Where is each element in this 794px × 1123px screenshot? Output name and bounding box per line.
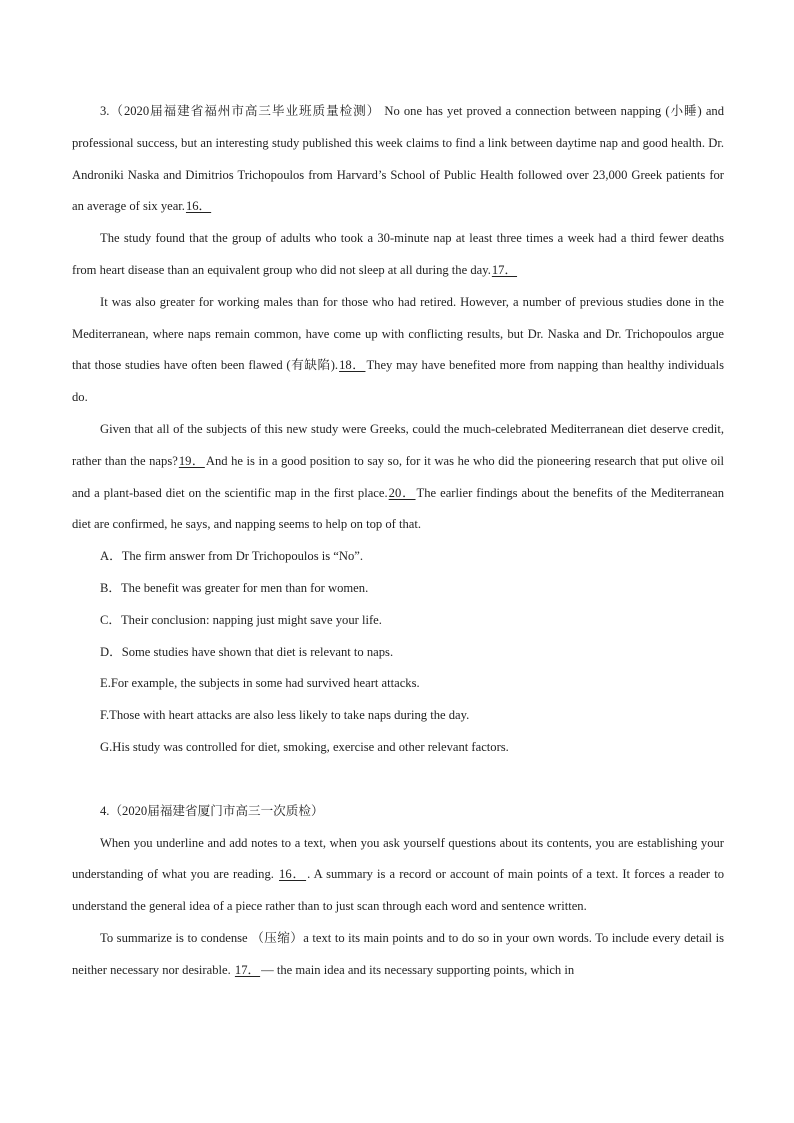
q3-p2-text: The study found that the group of adults who took a 30-minute nap at least three times a week had a third fewer deaths from heart disease than an equivalent group who did not sleep at all during the day. [72, 231, 724, 277]
q3-p4-text-1: Given that all of the subjects of this new study were Greeks, could the much-celebrated Mediterranean diet deserve credit, rather than the naps? [72, 421, 724, 468]
option-f[interactable]: F.Those with heart attacks are also less likely to take naps during the day. [100, 708, 470, 723]
q3-p1-text: No one has yet proved a connection between napping (小睡) and professional success, but an interesting study published this week claims to find a link between daytime nap and good health. Dr. Androniki Naska and Dimitrios Trichopoulos from Harvard’s School of Public Health followed over 23,000 Greek patients for an average of six year. [72, 104, 725, 214]
q4-p1-text-1: When you underline and add notes to a text, when you ask yourself questions about its contents, you are establishing your understanding of what you are reading. [72, 835, 724, 882]
blank-19[interactable]: 19． [178, 453, 205, 468]
blank-20[interactable]: 20． [388, 485, 416, 500]
option-a[interactable]: A．The firm answer from Dr Trichopoulos is “No”. [100, 549, 364, 564]
q3-p4-text-2: And he is in a good position to say so, for it was he who did the pioneering research that put olive oil and a plant-based diet on the scientific map in the first place. [72, 453, 724, 500]
q3-paragraph-3 [72, 287, 724, 414]
q4-paragraph-2 [72, 923, 724, 987]
q4-paragraph-1 [72, 828, 724, 923]
section-spacer [72, 764, 724, 796]
q3-paragraph-4 [72, 414, 724, 541]
blank-18[interactable]: 18． [339, 358, 366, 373]
option-c[interactable]: C．Their conclusion: napping just might save your life. [100, 612, 382, 627]
option-e[interactable]: E.For example, the subjects in some had survived heart attacks. [100, 676, 420, 691]
q3-paragraph-2 [72, 223, 724, 287]
q3-paragraph-1 [72, 96, 724, 223]
q4-p1-text-2: . A summary is a record or account of main points of a text. It forces a reader to understand the general idea of a piece rather than to just scan through each word and sentence written. [72, 867, 724, 914]
q4-blank-16[interactable]: 16． [279, 867, 307, 882]
q4-header: 4.（2020届福建省厦门市高三一次质检） [100, 803, 324, 818]
q3-number: 3. [100, 104, 110, 118]
q3-source: （2020届福建省福州市高三毕业班质量检测） [109, 104, 381, 118]
q4-blank-17[interactable]: 17． [234, 962, 261, 977]
q3-p3-text-1: It was also greater for working males than for those who had retired. However, a number of previous studies done in the Mediterranean, where naps remain common, have come up with conflicting results, but Dr. Naska and Dr. Trichopoulos argue that those studies have often been flawed (有缺陷). [72, 294, 724, 373]
q4-p2-text-2: — the main idea and its necessary supporting points, which in [261, 962, 575, 977]
option-d[interactable]: D．Some studies have shown that diet is relevant to naps. [100, 644, 394, 659]
q3-p4-text-3: The earlier findings about the benefits of the Mediterranean diet are confirmed, he says, and napping seems to help on top of that. [72, 485, 725, 532]
document-content [72, 96, 724, 987]
blank-16[interactable]: 16． [185, 199, 212, 214]
q3-p3-text-2: They may have benefited more from napping than healthy individuals do. [72, 358, 725, 405]
q4-p2-text-1: To summarize is to condense （压缩）a text to its main points and to do so in your own words. To include every detail is neither necessary nor desirable. [72, 930, 724, 977]
option-b[interactable]: B．The benefit was greater for men than for women. [100, 580, 369, 595]
blank-17[interactable]: 17． [491, 262, 518, 277]
option-g[interactable]: G.His study was controlled for diet, smoking, exercise and other relevant factors. [100, 739, 509, 754]
